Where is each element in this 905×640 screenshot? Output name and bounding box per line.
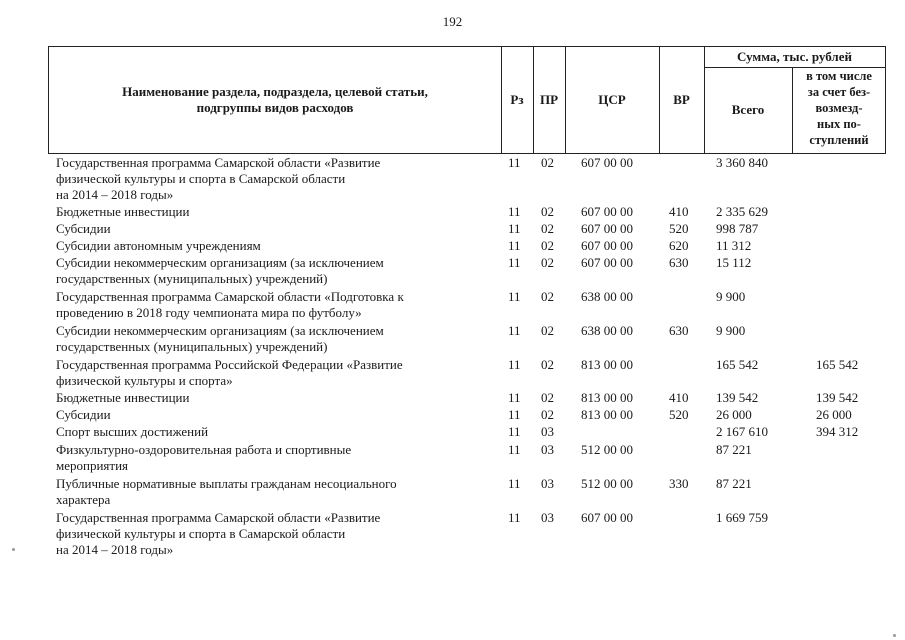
table-row [56,323,886,355]
row-name-line: Государственная программа Российской Федерации «Развитие [56,357,403,372]
row-pr: 02 [541,221,554,236]
row-total: 87 221 [716,442,752,457]
row-total: 15 112 [716,255,752,270]
row-name-line: физической культуры и спорта в Самарской области [56,171,346,186]
row-pr: 02 [541,357,554,372]
row-name-line: Государственная программа Самарской области «Подготовка к [56,289,404,304]
header-name-line-2: подгруппы видов расходов [196,100,354,115]
row-vr: 630 [669,323,689,338]
row-pr: 02 [541,289,554,304]
row-total: 2 335 629 [716,204,768,219]
header-incl-line-1: в том числе [806,69,872,83]
row-total: 11 312 [716,238,752,253]
row-including: 26 000 [816,407,852,422]
row-name-line: Спорт высших достижений [56,424,209,439]
row-csr: 813 00 00 [581,390,633,405]
row-name [56,155,496,203]
row-name-line: Государственная программа Самарской области «Развитие [56,155,381,170]
header-total: Всего [731,102,765,117]
row-including: 394 312 [816,424,859,439]
table-row [56,238,886,254]
row-vr: 630 [669,255,689,270]
row-vr: 410 [669,390,689,405]
row-pr: 02 [541,323,554,338]
header-name-line-1: Наименование раздела, подраздела, целевой статьи, [122,84,428,99]
row-total: 2 167 610 [716,424,768,439]
row-rz: 11 [508,442,521,457]
table-row [56,442,886,474]
row-name [56,323,496,355]
row-including: 139 542 [816,390,859,405]
row-total: 1 669 759 [716,510,768,525]
row-name-line: Субсидии [56,407,111,422]
row-total: 9 900 [716,289,746,304]
row-pr: 02 [541,204,554,219]
table-row [56,510,886,558]
row-name [56,238,496,254]
row-csr: 607 00 00 [581,255,633,270]
row-name [56,424,496,440]
row-rz: 11 [508,323,521,338]
row-pr: 02 [541,390,554,405]
row-rz: 11 [508,238,521,253]
row-pr: 02 [541,255,554,270]
row-pr: 02 [541,407,554,422]
row-name-line: Государственная программа Самарской области «Развитие [56,510,381,525]
row-name-line: государственных (муниципальных) учреждений) [56,339,328,354]
row-name [56,357,496,389]
row-csr: 607 00 00 [581,221,633,236]
header-incl-line-2: за счет без- [807,85,871,99]
header-name [49,47,501,153]
header-rz: Рз [510,92,524,107]
row-csr: 813 00 00 [581,407,633,422]
table-row [56,476,886,508]
header-incl-line-3: возмезд- [815,101,863,115]
row-name-line: на 2014 – 2018 годы» [56,187,174,202]
row-name-line: Публичные нормативные выплаты гражданам несоциального [56,476,397,491]
row-rz: 11 [508,476,521,491]
row-name [56,407,496,423]
row-pr: 03 [541,476,554,491]
row-total: 87 221 [716,476,752,491]
row-name-line: физической культуры и спорта в Самарской области [56,526,346,541]
row-pr: 02 [541,155,554,170]
row-pr: 03 [541,442,554,457]
header-pr: ПР [539,92,559,107]
row-name [56,221,496,237]
row-rz: 11 [508,221,521,236]
row-name [56,255,496,287]
table-row [56,204,886,220]
header-csr: ЦСР [598,92,626,107]
header-including [793,68,885,153]
table-row [56,390,886,406]
row-csr: 607 00 00 [581,155,633,170]
row-name-line: физической культуры и спорта» [56,373,233,388]
row-name-line: Бюджетные инвестиции [56,390,190,405]
row-rz: 11 [508,357,521,372]
row-rz: 11 [508,289,521,304]
row-name-line: Субсидии некоммерческим организациям (за исключением [56,255,384,270]
row-pr: 02 [541,238,554,253]
row-csr: 512 00 00 [581,442,633,457]
row-vr: 520 [669,221,689,236]
row-name-line: Субсидии некоммерческим организациям (за исключением [56,323,384,338]
table-row [56,357,886,389]
row-name-line: Субсидии [56,221,111,236]
row-name-line: характера [56,492,111,507]
row-name [56,390,496,406]
row-rz: 11 [508,204,521,219]
row-name-line: Бюджетные инвестиции [56,204,190,219]
page-number: 192 [442,14,463,29]
row-name [56,442,496,474]
row-rz: 11 [508,255,521,270]
row-vr: 520 [669,407,689,422]
row-csr: 607 00 00 [581,204,633,219]
row-rz: 11 [508,155,521,170]
table-header [48,46,886,154]
row-name [56,204,496,220]
header-vr: ВР [673,92,690,107]
row-name-line: Субсидии автономным учреждениям [56,238,261,253]
row-csr: 607 00 00 [581,238,633,253]
table-row [56,221,886,237]
table-row [56,155,886,203]
row-name-line: проведению в 2018 году чемпионата мира по футболу» [56,305,362,320]
header-sum-caption: Сумма, тыс. рублей [704,47,885,68]
row-csr: 512 00 00 [581,476,633,491]
row-total: 3 360 840 [716,155,768,170]
table-row [56,424,886,440]
scan-speck-icon [893,634,896,637]
header-incl-line-4: ных по- [817,117,861,131]
row-vr: 620 [669,238,689,253]
row-rz: 11 [508,390,521,405]
row-vr: 330 [669,476,689,491]
row-csr: 638 00 00 [581,323,633,338]
row-total: 26 000 [716,407,752,422]
row-name [56,510,496,558]
row-csr: 607 00 00 [581,510,633,525]
header-incl-line-5: ступлений [809,133,869,147]
row-csr: 638 00 00 [581,289,633,304]
table-body [56,155,886,558]
table-row [56,289,886,321]
row-including: 165 542 [816,357,859,372]
row-name-line: Физкультурно-оздоровительная работа и спортивные [56,442,352,457]
row-rz: 11 [508,407,521,422]
row-name-line: мероприятия [56,458,129,473]
row-vr: 410 [669,204,689,219]
row-total: 9 900 [716,323,746,338]
row-name-line: государственных (муниципальных) учреждений) [56,271,328,286]
row-total: 165 542 [716,357,759,372]
scan-speck-icon [12,548,15,551]
row-csr: 813 00 00 [581,357,633,372]
row-name [56,289,496,321]
row-total: 139 542 [716,390,759,405]
row-pr: 03 [541,424,554,439]
table-row [56,255,886,287]
table-row [56,407,886,423]
row-total: 998 787 [716,221,759,236]
row-rz: 11 [508,510,521,525]
row-name [56,476,496,508]
row-pr: 03 [541,510,554,525]
row-rz: 11 [508,424,521,439]
row-name-line: на 2014 – 2018 годы» [56,542,174,557]
